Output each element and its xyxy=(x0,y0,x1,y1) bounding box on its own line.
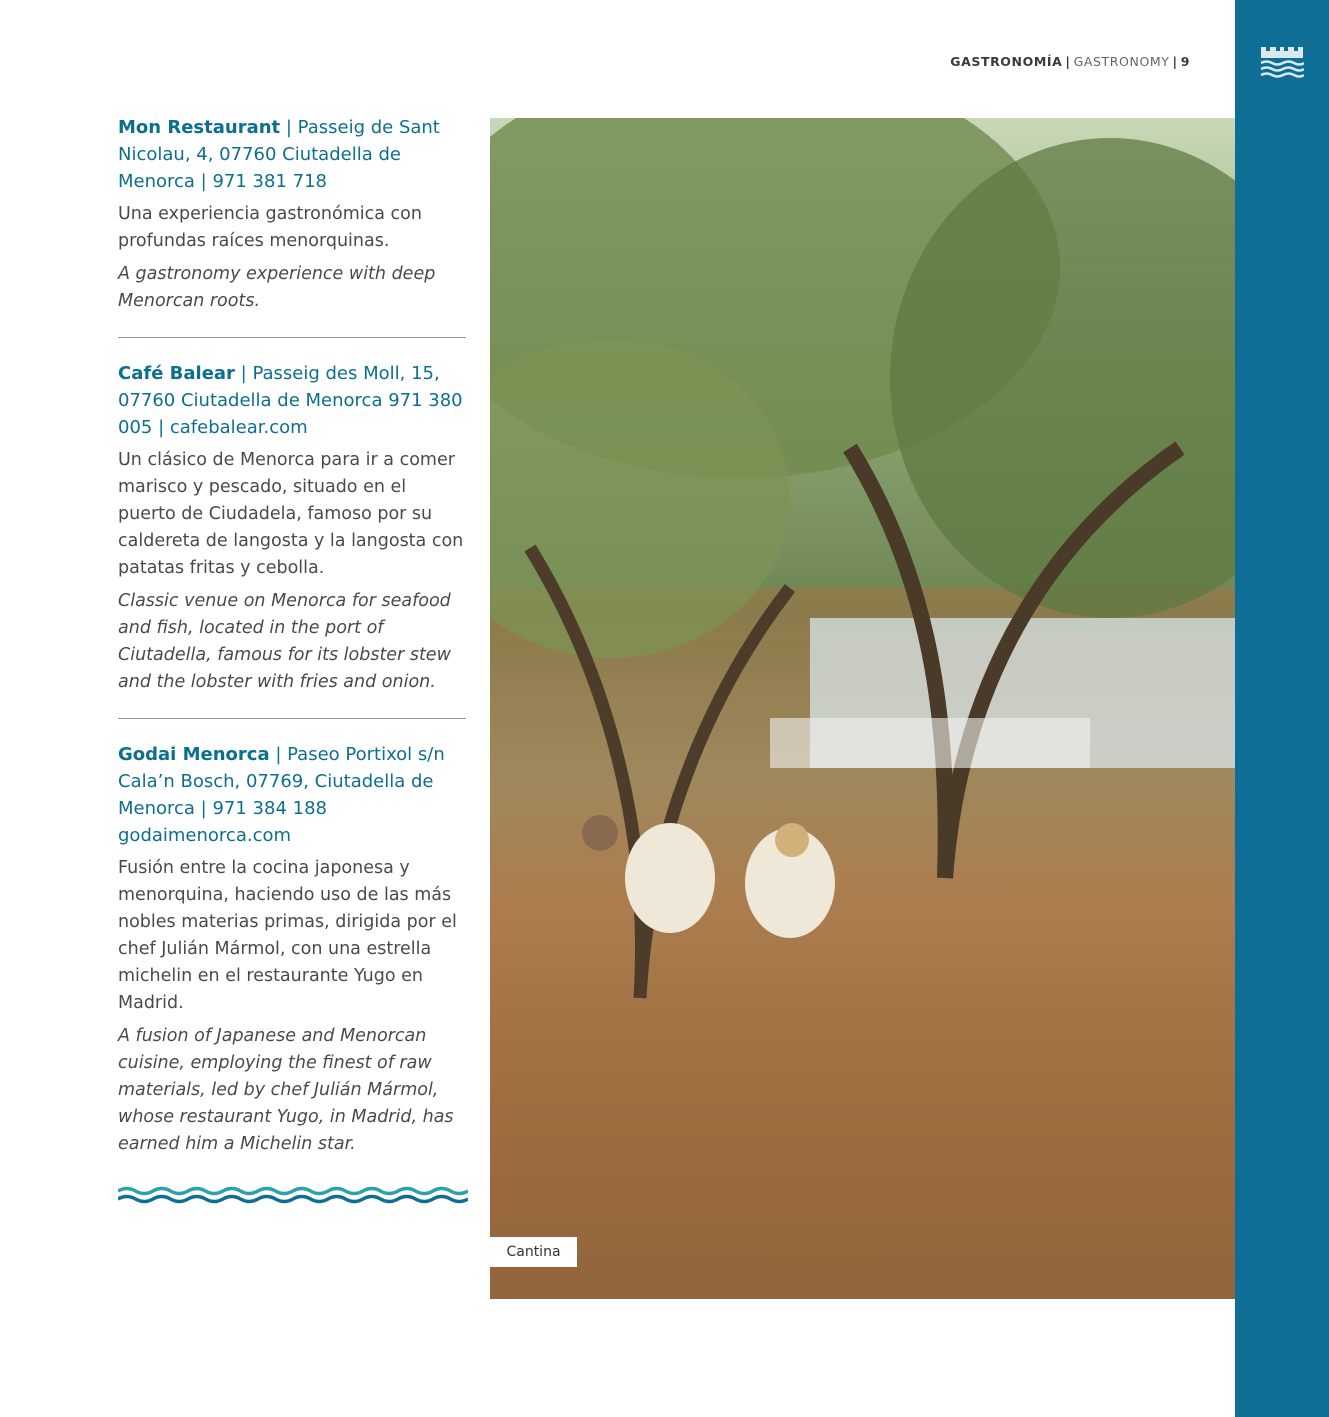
entry-godai-menorca xyxy=(118,741,468,1158)
sidebar-band xyxy=(1235,0,1329,1417)
description-english: A fusion of Japanese and Menorcan cuisine, employing the finest of raw materials, led by chef Julián Mármol, whose restaurant Yugo, in Madrid, has earned him a Michelin star. xyxy=(118,1026,454,1154)
description-spanish: Una experiencia gastronómica con profundas raíces menorquinas. xyxy=(118,204,422,251)
description-english: A gastronomy experience with deep Menorcan roots. xyxy=(118,264,436,311)
page-number: 9 xyxy=(1180,54,1190,69)
description-english: Classic venue on Menorca for seafood and fish, located in the port of Ciutadella, famous for its lobster stew and the lobster with fries and onion. xyxy=(118,591,451,692)
restaurant-name: Godai Menorca xyxy=(118,744,270,765)
restaurant-name: Mon Restaurant xyxy=(118,117,281,138)
restaurant-name: Café Balear xyxy=(118,363,235,384)
waves-icon xyxy=(118,1184,468,1206)
photo-illustration xyxy=(490,118,1235,1299)
entry-heading xyxy=(118,360,468,441)
section-title-en: GASTRONOMY xyxy=(1073,54,1170,69)
restaurant-details: | Passeig des Moll, 15, 07760 Ciutadella de Menorca 971 380 005 | cafebalear.com xyxy=(118,363,463,438)
header-separator-2: | xyxy=(1172,54,1178,69)
restaurant-details: | Passeig de Sant Nicolau, 4, 07760 Ciutadella de Menorca | 971 381 718 xyxy=(118,117,440,192)
castle-waves-icon xyxy=(1260,44,1304,80)
restaurant-details: | Paseo Portixol s/n Cala’n Bosch, 07769, Ciutadella de Menorca | 971 384 188 godaimenorca.com xyxy=(118,744,445,846)
description-spanish: Un clásico de Menorca para ir a comer marisco y pescado, situado en el puerto de Ciudadela, famoso por su caldereta de langosta y la langosta con patatas fritas y cebolla. xyxy=(118,450,464,578)
entry-cafe-balear xyxy=(118,360,468,696)
entry-divider xyxy=(118,718,466,719)
entry-divider xyxy=(118,337,466,338)
entry-heading xyxy=(118,114,468,195)
section-title-es: GASTRONOMÍA xyxy=(950,54,1063,69)
entry-heading xyxy=(118,741,468,849)
restaurant-photo xyxy=(490,118,1235,1299)
running-header xyxy=(950,54,1190,69)
photo-caption: Cantina xyxy=(490,1237,577,1267)
description-spanish: Fusión entre la cocina japonesa y menorquina, haciendo uso de las más nobles materias primas, dirigida por el chef Julián Mármol, con una estrella michelin en el restaurante Yugo en Madrid. xyxy=(118,858,457,1013)
listing-column xyxy=(118,114,468,1158)
header-separator: | xyxy=(1065,54,1071,69)
entry-mon-restaurant xyxy=(118,114,468,315)
